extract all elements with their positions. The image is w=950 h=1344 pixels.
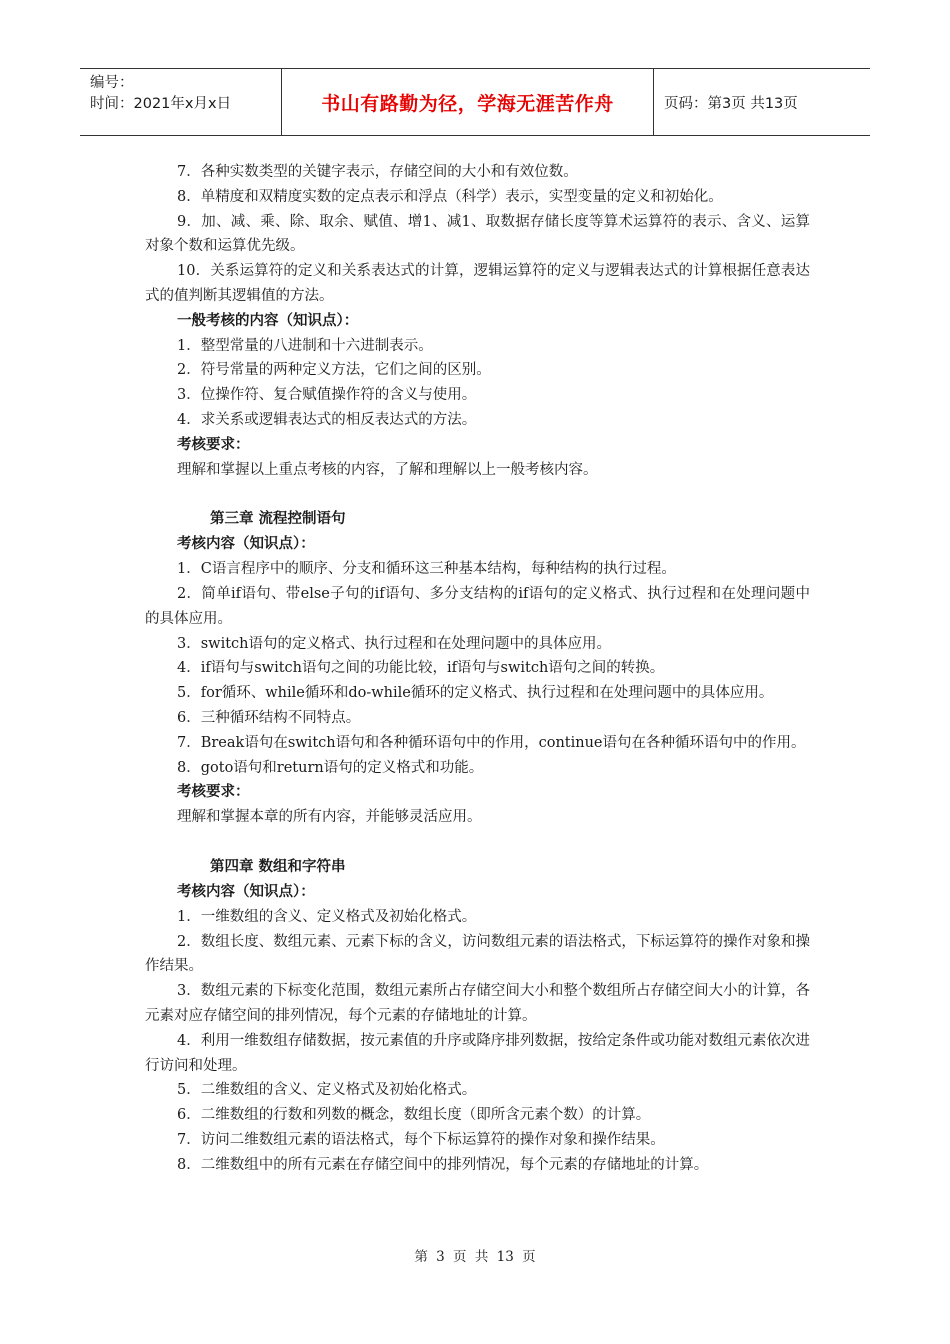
list-item: 2．数组长度、数组元素、元素下标的含义，访问数组元素的语法格式，下标运算符的操作对象和操作结果。 — [145, 933, 810, 975]
list-item: 1．整型常量的八进制和十六进制表示。 — [177, 337, 433, 354]
list-item: 3．位操作符、复合赋值操作符的含义与使用。 — [177, 387, 477, 404]
list-item: 7．访问二维数组元素的语法格式，每个下标运算符的操作对象和操作结果。 — [177, 1131, 665, 1148]
list-item: 8．单精度和双精度实数的定点表示和浮点（科学）表示，实型变量的定义和初始化。 — [177, 188, 723, 205]
list-item: 5．二维数组的含义、定义格式及初始化格式。 — [177, 1082, 477, 1099]
list-item: 5．for循环、while循环和do-while循环的定义格式、执行过程和在处理问题中的具体应用。 — [177, 685, 774, 702]
chapter-3-requirement-text: 理解和掌握本章的所有内容，并能够灵活应用。 — [177, 809, 482, 826]
list-item: 2．符号常量的两种定义方法，它们之间的区别。 — [177, 362, 491, 379]
header-meta — [80, 69, 282, 135]
list-item: 8．goto语句和return语句的定义格式和功能。 — [177, 759, 484, 776]
list-item: 7．各种实数类型的关键字表示，存储空间的大小和有效位数。 — [177, 164, 578, 180]
chapter-4-content-title: 考核内容（知识点）： — [177, 883, 315, 900]
list-item: 3．数组元素的下标变化范围，数组元素所占存储空间大小和整个数组所占存储空间大小的计算，各元素对应存储空间的排列情况，每个元素的存储地址的计算。 — [145, 983, 810, 1024]
header-time-label: 时间：2021年x月x日 — [90, 96, 232, 112]
list-item: 3．switch语句的定义格式、执行过程和在处理问题中的具体应用。 — [177, 635, 611, 652]
requirement-text: 理解和掌握以上重点考核的内容，了解和理解以上一般考核内容。 — [177, 461, 598, 478]
header-page-info: 页码：第3页 共13页 — [664, 95, 798, 112]
page-footer: 第 3 页 共 13 页 — [414, 1249, 536, 1265]
chapter-3-content-title: 考核内容（知识点）： — [177, 536, 315, 553]
list-item: 6．二维数组的行数和列数的概念，数组长度（即所含元素个数）的计算。 — [177, 1107, 651, 1124]
header-number-label: 编号： — [90, 75, 134, 91]
list-item: 4．求关系或逻辑表达式的相反表达式的方法。 — [177, 411, 477, 428]
list-item: 2．简单if语句、带else子句的if语句、多分支结构的if语句的定义格式、执行过程和在处理问题中的具体应用。 — [145, 585, 810, 627]
list-item: 1．C语言程序中的顺序、分支和循环这三种基本结构，每种结构的执行过程。 — [177, 561, 676, 578]
list-item: 10．关系运算符的定义和关系表达式的计算，逻辑运算符的定义与逻辑表达式的计算根据任意表达式的值判断其逻辑值的方法。 — [145, 263, 810, 304]
list-item: 4．if语句与switch语句之间的功能比较，if语句与switch语句之间的转换。 — [177, 660, 665, 677]
list-item: 6．三种循环结构不同特点。 — [177, 709, 361, 726]
list-item: 1．一维数组的含义、定义格式及初始化格式。 — [177, 908, 477, 925]
requirement-title: 考核要求： — [177, 436, 250, 453]
list-item: 4．利用一维数组存储数据，按元素值的升序或降序排列数据，按给定条件或功能对数组元素依次进行访问和处理。 — [145, 1032, 810, 1074]
header-motto: 书山有路勤为径，学海无涯苦作舟 — [282, 69, 654, 135]
list-item: 9．加、减、乘、除、取余、赋值、增1、减1、取数据存储长度等算术运算符的表示、含义、运算对象个数和运算优先级。 — [145, 213, 810, 255]
document-body — [145, 160, 810, 1177]
chapter-4-title: 第四章 数组和字符串 — [210, 858, 346, 875]
list-item: 8．二维数组中的所有元素在存储空间中的排列情况，每个元素的存储地址的计算。 — [177, 1156, 709, 1173]
list-item: 7．Break语句在switch语句和各种循环语句中的作用，continue语句在各种循环语句中的作用。 — [177, 734, 806, 751]
page-header — [80, 68, 870, 136]
chapter-3-requirement-title: 考核要求： — [177, 784, 250, 801]
general-content-title: 一般考核的内容（知识点）： — [177, 312, 359, 329]
chapter-3-title: 第三章 流程控制语句 — [210, 511, 346, 528]
